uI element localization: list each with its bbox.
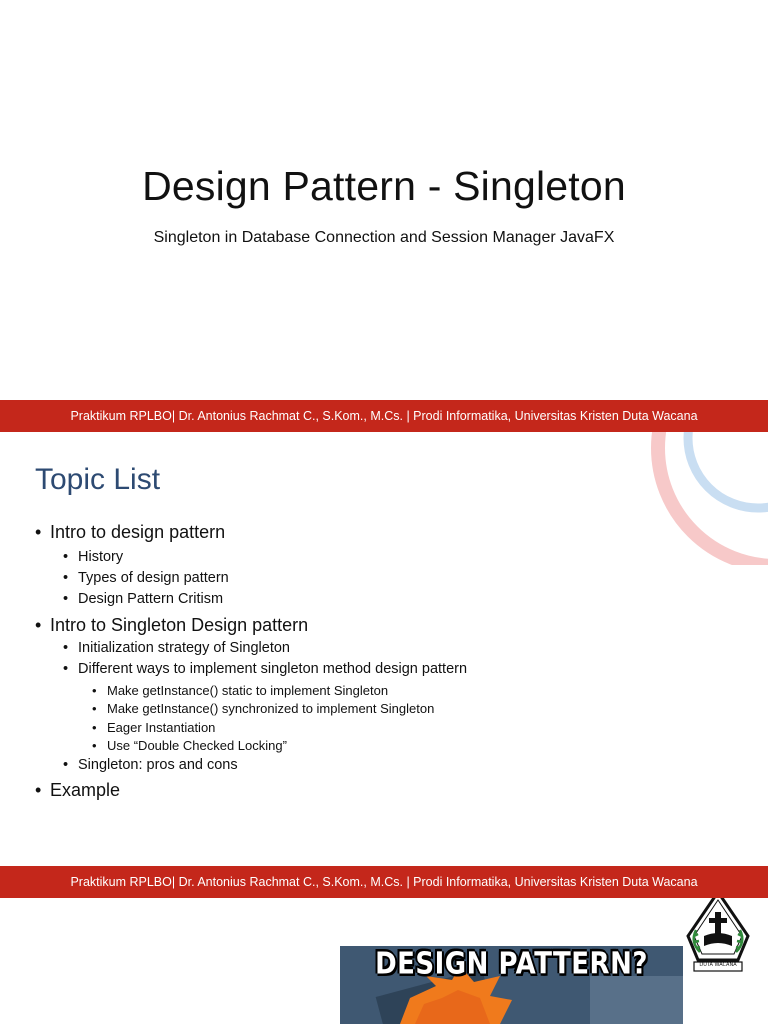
bullet-icon: •	[63, 640, 69, 656]
bullet-icon: •	[63, 757, 69, 773]
bullet-icon: •	[92, 701, 97, 716]
bullet-icon: •	[35, 615, 42, 635]
meme-image	[340, 946, 683, 1024]
bullet-icon: •	[63, 549, 69, 565]
meme-slide	[0, 866, 768, 1024]
slide-subtitle: Singleton in Database Connection and Session Manager JavaFX	[153, 229, 615, 246]
topic-list-heading: Topic List	[35, 463, 161, 496]
footer-banner: Praktikum RPLBO| Dr. Antonius Rachmat C., S.Kom., M.Cs. | Prodi Informatika, Universitas Kristen Duta Wacana	[0, 866, 768, 898]
bullet-icon: •	[63, 661, 69, 677]
slide-title: Design Pattern - Singleton	[142, 163, 626, 209]
bullet-icon: •	[35, 522, 42, 542]
footer-banner: Praktikum RPLBO| Dr. Antonius Rachmat C., S.Kom., M.Cs. | Prodi Informatika, Universitas Kristen Duta Wacana	[0, 400, 768, 432]
bullet-icon: •	[35, 780, 42, 800]
bullet-icon: •	[63, 570, 69, 586]
bullet-icon: •	[63, 591, 69, 607]
meme-caption: DESIGN PATTERN?	[375, 946, 648, 982]
topic-list-slide: Praktikum RPLBO| Dr. Antonius Rachmat C., S.Kom., M.Cs. | Prodi Informatika, Universitas Kristen Duta Wacana Topic List • Intro to design pattern • History • Types of design pattern • Design Pattern Critism • Intro to Singleton Design pattern • Initialization strategy of Singleton • Different ways to implement singleton method design pattern • Make getInstance() static to implement Singleton • Make getInstance() synchronized to implement Singleton • Eager Instantiation • Use “Double Checked Locking” • Singleton: pros and cons • Example	[0, 400, 768, 866]
bullet-icon: •	[92, 683, 97, 698]
bullet-icon: •	[92, 738, 97, 753]
title-slide	[0, 0, 768, 400]
bullet-icon: •	[92, 720, 97, 735]
logo-caption: DUTA WACANA	[699, 962, 737, 968]
